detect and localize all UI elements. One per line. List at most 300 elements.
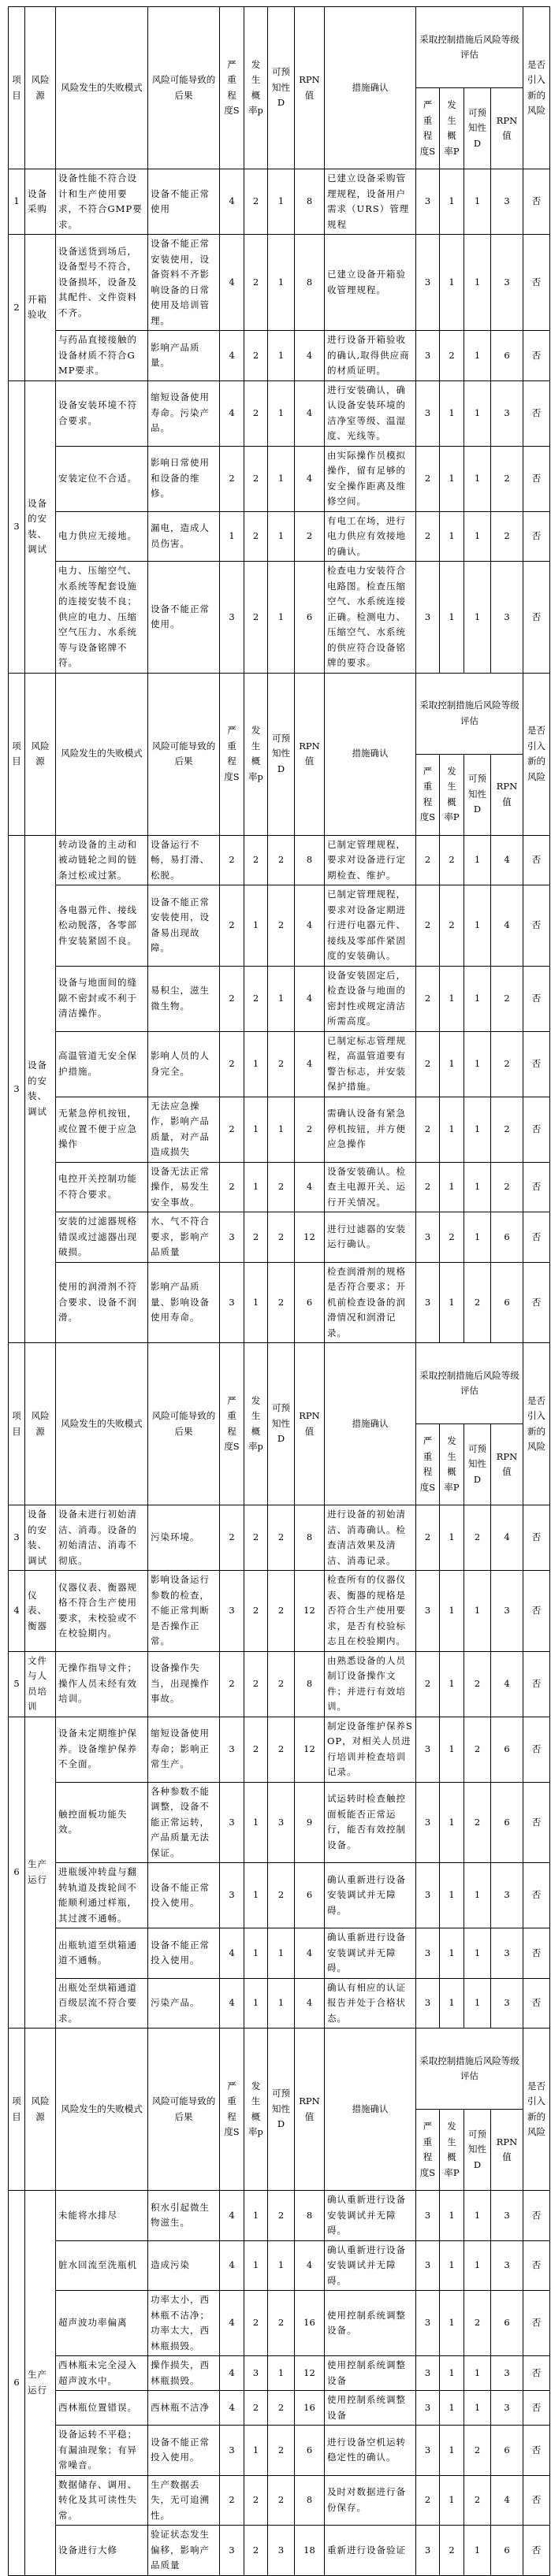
severity: 4 bbox=[220, 2391, 244, 2426]
after-rpn: 6 bbox=[491, 1717, 523, 1782]
header-item: 项目 bbox=[9, 673, 25, 835]
probability: 2 bbox=[244, 966, 268, 1031]
risk-source: 开箱验收 bbox=[25, 235, 56, 381]
failure-mode: 出瓶轨道至烘箱通道不通畅。 bbox=[56, 1928, 148, 1979]
detectability: 2 bbox=[268, 2426, 295, 2476]
failure-mode: 数据储存、调用、转化及其可读性失常。 bbox=[56, 2475, 148, 2526]
severity: 1 bbox=[220, 511, 244, 562]
severity: 2 bbox=[220, 1651, 244, 1717]
table-row bbox=[9, 2391, 550, 2426]
after-severity: 2 bbox=[416, 446, 440, 511]
after-rpn: 6 bbox=[491, 2426, 523, 2476]
rpn: 8 bbox=[295, 2191, 325, 2241]
table-row bbox=[9, 235, 550, 331]
failure-mode: 设备未定期维护保养。设备维护保养不全面。 bbox=[56, 1717, 148, 1782]
failure-mode: 电力、压缩空气、水系统等配套设施的连接安装不良；供应的电力、压缩空气压力、水系统等与设备铭牌不符。 bbox=[56, 562, 148, 674]
new-risk: 否 bbox=[523, 1651, 550, 1717]
probability: 2 bbox=[244, 2291, 268, 2356]
risk-source: 设备的安装、调试 bbox=[25, 835, 56, 1343]
detectability: 2 bbox=[268, 1571, 295, 1652]
failure-mode: 无紧急停机按钮，或位置不便于应急操作 bbox=[56, 1097, 148, 1162]
rpn: 4 bbox=[295, 380, 325, 446]
severity: 2 bbox=[220, 2475, 244, 2526]
header-after-group: 采取控制措施后风险等级评估 bbox=[416, 7, 523, 88]
after-rpn: 4 bbox=[491, 835, 523, 885]
consequence: 设备不能正常投入使用。 bbox=[148, 2426, 220, 2476]
table-row bbox=[9, 1863, 550, 1928]
new-risk: 否 bbox=[523, 380, 550, 446]
header-after-group: 采取控制措施后风险等级评估 bbox=[416, 673, 523, 754]
detectability: 1 bbox=[268, 380, 295, 446]
after-detectability: 1 bbox=[464, 331, 491, 381]
after-detectability: 1 bbox=[464, 835, 491, 885]
after-probability: 1 bbox=[440, 1782, 464, 1863]
risk-source: 设备的安装、调试 bbox=[25, 380, 56, 673]
consequence: 影响设备运行参数的检查，不能正常判断是否操作正常。 bbox=[148, 1571, 220, 1652]
fmea-risk-table bbox=[8, 6, 550, 2576]
consequence: 设备不能正常投入使用。 bbox=[148, 1928, 220, 1979]
table-row bbox=[9, 2356, 550, 2391]
after-rpn: 2 bbox=[491, 966, 523, 1031]
table-row bbox=[9, 1651, 550, 1717]
after-probability: 1 bbox=[440, 2191, 464, 2241]
after-severity: 3 bbox=[416, 562, 440, 674]
after-rpn: 4 bbox=[491, 885, 523, 967]
item-number: 5 bbox=[9, 1651, 25, 1717]
after-severity: 2 bbox=[416, 1162, 440, 1212]
item-number: 3 bbox=[9, 380, 25, 673]
measure: 确认重新进行设备安装调试并无障碍。 bbox=[325, 1928, 416, 1979]
new-risk: 否 bbox=[523, 885, 550, 967]
after-rpn: 2 bbox=[491, 1097, 523, 1162]
severity: 2 bbox=[220, 835, 244, 885]
after-probability: 1 bbox=[440, 966, 464, 1031]
failure-mode: 设备性能不符合设计和生产使用要求，不符合GMP要求。 bbox=[56, 169, 148, 235]
risk-source: 仪表、衡器 bbox=[25, 1571, 56, 1652]
new-risk: 否 bbox=[523, 2356, 550, 2391]
probability: 2 bbox=[244, 1571, 268, 1652]
new-risk: 否 bbox=[523, 1863, 550, 1928]
item-number: 4 bbox=[9, 1571, 25, 1652]
rpn: 9 bbox=[295, 1782, 325, 1863]
after-severity: 3 bbox=[416, 1928, 440, 1979]
probability: 1 bbox=[244, 1262, 268, 1343]
table-row bbox=[9, 1212, 550, 1263]
detectability: 1 bbox=[268, 235, 295, 331]
after-detectability: 1 bbox=[464, 562, 491, 674]
new-risk: 否 bbox=[523, 1505, 550, 1571]
measure: 确认有相应的认证报告并处于合格状态。 bbox=[325, 1978, 416, 2029]
after-rpn: 3 bbox=[491, 2240, 523, 2291]
severity: 4 bbox=[220, 380, 244, 446]
new-risk: 否 bbox=[523, 511, 550, 562]
table-row bbox=[9, 1571, 550, 1652]
table-row bbox=[9, 966, 550, 1031]
after-detectability: 1 bbox=[464, 1097, 491, 1162]
rpn: 2 bbox=[295, 511, 325, 562]
measure: 进行过滤器的安装运行确认。 bbox=[325, 1212, 416, 1263]
header-after-detectability: 可预知性D bbox=[464, 88, 491, 169]
after-probability: 1 bbox=[440, 235, 464, 331]
detectability: 2 bbox=[268, 2391, 295, 2426]
consequence: 影响日常使用和设备的维修。 bbox=[148, 446, 220, 511]
probability: 3 bbox=[244, 2356, 268, 2391]
measure: 使用控制系统调整设备 bbox=[325, 2391, 416, 2426]
header-after-probability: 发生概率P bbox=[440, 1424, 464, 1505]
header-measures: 措施确认 bbox=[325, 673, 416, 835]
new-risk: 否 bbox=[523, 2526, 550, 2576]
severity: 2 bbox=[220, 1097, 244, 1162]
header-after-detectability: 可预知性D bbox=[464, 2110, 491, 2191]
measure: 设备安装确认。检查主电源开关、运行开关情况。 bbox=[325, 1162, 416, 1212]
consequence: 影响人员的人身完全。 bbox=[148, 1031, 220, 1097]
detectability: 1 bbox=[268, 1928, 295, 1979]
probability: 1 bbox=[244, 2191, 268, 2241]
after-rpn: 3 bbox=[491, 2391, 523, 2426]
severity: 3 bbox=[220, 1782, 244, 1863]
after-severity: 3 bbox=[416, 2291, 440, 2356]
header-failure-mode: 风险发生的失败模式 bbox=[56, 673, 148, 835]
after-rpn: 3 bbox=[491, 169, 523, 235]
after-severity: 3 bbox=[416, 2240, 440, 2291]
measure: 已制定管理规程，要求对设备定期进行进行电器元件、接线及零部件紧固度的安装确认。 bbox=[325, 885, 416, 967]
table-row bbox=[9, 1978, 550, 2029]
probability: 1 bbox=[244, 1782, 268, 1863]
probability: 2 bbox=[244, 2526, 268, 2576]
new-risk: 否 bbox=[523, 2291, 550, 2356]
after-probability: 2 bbox=[440, 2526, 464, 2576]
failure-mode: 各电器元件、接线松动脱落，各零部件安装紧固不良。 bbox=[56, 885, 148, 967]
consequence: 影响产品质量、影响设备使用寿命。 bbox=[148, 1262, 220, 1343]
header-after-probability: 发生概率P bbox=[440, 88, 464, 169]
new-risk: 否 bbox=[523, 562, 550, 674]
detectability: 2 bbox=[268, 1651, 295, 1717]
header-consequence: 风险可能导致的后果 bbox=[148, 2029, 220, 2191]
header-after-rpn: RPN值 bbox=[491, 1424, 523, 1505]
severity: 4 bbox=[220, 2240, 244, 2291]
failure-mode: 未能将水排尽 bbox=[56, 2191, 148, 2241]
rpn: 4 bbox=[295, 1031, 325, 1097]
header-row bbox=[9, 7, 550, 88]
header-after-severity: 严重程度S bbox=[416, 1424, 440, 1505]
after-probability: 2 bbox=[440, 885, 464, 967]
table-row bbox=[9, 2291, 550, 2356]
new-risk: 否 bbox=[523, 2191, 550, 2241]
severity: 3 bbox=[220, 1717, 244, 1782]
risk-source: 生产运行 bbox=[25, 1717, 56, 2029]
after-severity: 3 bbox=[416, 1978, 440, 2029]
header-after-severity: 严重程度S bbox=[416, 88, 440, 169]
consequence: 西林瓶不洁净 bbox=[148, 2391, 220, 2426]
table-row bbox=[9, 835, 550, 885]
header-after-rpn: RPN值 bbox=[491, 754, 523, 835]
table-row bbox=[9, 2240, 550, 2291]
after-severity: 2 bbox=[416, 1505, 440, 1571]
after-detectability: 1 bbox=[464, 1212, 491, 1263]
after-rpn: 2 bbox=[491, 1031, 523, 1097]
after-probability: 1 bbox=[440, 169, 464, 235]
after-severity: 3 bbox=[416, 1717, 440, 1782]
rpn: 8 bbox=[295, 835, 325, 885]
header-severity: 严重程度S bbox=[220, 7, 244, 169]
measure: 由熟悉设备的人员制订设备操作文件；并进行有效培训。 bbox=[325, 1651, 416, 1717]
new-risk: 否 bbox=[523, 1782, 550, 1863]
after-severity: 2 bbox=[416, 1031, 440, 1097]
new-risk: 否 bbox=[523, 1097, 550, 1162]
after-severity: 3 bbox=[416, 2391, 440, 2426]
risk-source: 文件与人员培训 bbox=[25, 1651, 56, 1717]
after-detectability: 2 bbox=[464, 1782, 491, 1863]
after-detectability: 2 bbox=[464, 2475, 491, 2526]
failure-mode: 进瓶缓冲转盘与翻转轨道及拨轮间不能顺利通过样瓶，其过渡不通畅。 bbox=[56, 1863, 148, 1928]
probability: 2 bbox=[244, 2391, 268, 2426]
after-probability: 1 bbox=[440, 1717, 464, 1782]
new-risk: 否 bbox=[523, 331, 550, 381]
new-risk: 否 bbox=[523, 1571, 550, 1652]
after-probability: 1 bbox=[440, 2356, 464, 2391]
item-number: 2 bbox=[9, 235, 25, 381]
detectability: 1 bbox=[268, 562, 295, 674]
measure: 确认重新进行设备安装调试并无障碍。 bbox=[325, 2240, 416, 2291]
new-risk: 否 bbox=[523, 1031, 550, 1097]
header-rpn: RPN值 bbox=[295, 7, 325, 169]
after-detectability: 2 bbox=[464, 1651, 491, 1717]
measure: 已建立设备采购管理规程，设备用户需求（URS）管理规程 bbox=[325, 169, 416, 235]
detectability: 3 bbox=[268, 2526, 295, 2576]
after-detectability: 1 bbox=[464, 511, 491, 562]
detectability: 2 bbox=[268, 1505, 295, 1571]
measure: 设备安装固定后，检查设备与地面的密封性或规定清洁所需高度。 bbox=[325, 966, 416, 1031]
after-rpn: 6 bbox=[491, 1782, 523, 1863]
header-new-risk: 是否引入新的风险 bbox=[523, 7, 550, 169]
header-after-detectability: 可预知性D bbox=[464, 754, 491, 835]
detectability: 2 bbox=[268, 885, 295, 967]
new-risk: 否 bbox=[523, 2391, 550, 2426]
header-measures: 措施确认 bbox=[325, 1343, 416, 1505]
severity: 3 bbox=[220, 1863, 244, 1928]
consequence: 设备不能正常使用 bbox=[148, 169, 220, 235]
after-probability: 1 bbox=[440, 1262, 464, 1343]
severity: 4 bbox=[220, 169, 244, 235]
risk-source: 设备采购 bbox=[25, 169, 56, 235]
header-rpn: RPN值 bbox=[295, 673, 325, 835]
severity: 3 bbox=[220, 2426, 244, 2476]
header-severity: 严重程度S bbox=[220, 1343, 244, 1505]
after-severity: 3 bbox=[416, 2426, 440, 2476]
measure: 需确认设备有紧急停机按钮，并方便应急操作 bbox=[325, 1097, 416, 1162]
measure: 有电工在场，进行电力供应有效接地的确认。 bbox=[325, 511, 416, 562]
consequence: 易积尘，滋生微生物。 bbox=[148, 966, 220, 1031]
table-row bbox=[9, 1097, 550, 1162]
header-detectability: 可预知性D bbox=[268, 673, 295, 835]
failure-mode: 转动设备的主动和被动链轮之间的链条过松或过紧。 bbox=[56, 835, 148, 885]
measure: 已制定管理规程，要求对设备进行定期检查、维护。 bbox=[325, 835, 416, 885]
after-detectability: 1 bbox=[464, 1571, 491, 1652]
consequence: 污染产品。 bbox=[148, 1978, 220, 2029]
failure-mode: 与药品直接接触的设备材质不符合GMP要求。 bbox=[56, 331, 148, 381]
table-row bbox=[9, 885, 550, 967]
table-row bbox=[9, 2191, 550, 2241]
rpn: 8 bbox=[295, 235, 325, 331]
item-number: 6 bbox=[9, 2191, 25, 2576]
after-rpn: 2 bbox=[491, 446, 523, 511]
after-rpn: 4 bbox=[491, 1505, 523, 1571]
failure-mode: 高温管道无安全保护措施。 bbox=[56, 1031, 148, 1097]
failure-mode: 出瓶处至烘箱通道百级层流不符合要求。 bbox=[56, 1978, 148, 2029]
header-after-probability: 发生概率P bbox=[440, 754, 464, 835]
header-source: 风险源 bbox=[25, 673, 56, 835]
risk-source: 设备的安装、调试 bbox=[25, 1505, 56, 1571]
after-probability: 2 bbox=[440, 331, 464, 381]
after-severity: 2 bbox=[416, 885, 440, 967]
after-severity: 3 bbox=[416, 331, 440, 381]
item-number: 6 bbox=[9, 1717, 25, 2029]
probability: 2 bbox=[244, 446, 268, 511]
severity: 4 bbox=[220, 2356, 244, 2391]
rpn: 18 bbox=[295, 2526, 325, 2576]
measure: 制定设备维护保养SOP，对相关人员进行培训并检查培训记录。 bbox=[325, 1717, 416, 1782]
detectability: 2 bbox=[268, 1031, 295, 1097]
header-row bbox=[9, 673, 550, 754]
severity: 3 bbox=[220, 562, 244, 674]
header-item: 项目 bbox=[9, 2029, 25, 2191]
detectability: 1 bbox=[268, 2356, 295, 2391]
after-probability: 1 bbox=[440, 1031, 464, 1097]
after-detectability: 2 bbox=[464, 2426, 491, 2476]
consequence: 缩短设备使用寿命；影响正常生产。 bbox=[148, 1717, 220, 1782]
probability: 1 bbox=[244, 1978, 268, 2029]
item-number: 1 bbox=[9, 169, 25, 235]
after-rpn: 3 bbox=[491, 2191, 523, 2241]
rpn: 12 bbox=[295, 1212, 325, 1263]
after-rpn: 3 bbox=[491, 1978, 523, 2029]
rpn: 12 bbox=[295, 2356, 325, 2391]
rpn: 4 bbox=[295, 2240, 325, 2291]
header-probability: 发生概率p bbox=[244, 1343, 268, 1505]
new-risk: 否 bbox=[523, 1262, 550, 1343]
probability: 2 bbox=[244, 1212, 268, 1263]
measure: 确认重新进行设备安装调试并无障碍。 bbox=[325, 2191, 416, 2241]
probability: 1 bbox=[244, 2240, 268, 2291]
new-risk: 否 bbox=[523, 966, 550, 1031]
measure: 使用控制系统调整设备 bbox=[325, 2356, 416, 2391]
probability: 2 bbox=[244, 380, 268, 446]
after-severity: 2 bbox=[416, 835, 440, 885]
after-probability: 1 bbox=[440, 1928, 464, 1979]
header-detectability: 可预知性D bbox=[268, 7, 295, 169]
severity: 4 bbox=[220, 331, 244, 381]
header-new-risk: 是否引入新的风险 bbox=[523, 673, 550, 835]
header-failure-mode: 风险发生的失败模式 bbox=[56, 1343, 148, 1505]
rpn: 6 bbox=[295, 562, 325, 674]
after-severity: 3 bbox=[416, 1262, 440, 1343]
table-row bbox=[9, 562, 550, 674]
consequence: 污染环境。 bbox=[148, 1505, 220, 1571]
probability: 2 bbox=[244, 331, 268, 381]
severity: 4 bbox=[220, 235, 244, 331]
failure-mode: 西林瓶未完全浸入超声波水中。 bbox=[56, 2356, 148, 2391]
detectability: 1 bbox=[268, 2240, 295, 2291]
failure-mode: 电控开关控制功能不符合要求。 bbox=[56, 1162, 148, 1212]
consequence: 设备不能正常安装使用，设备易出现故障。 bbox=[148, 885, 220, 967]
table-row bbox=[9, 331, 550, 381]
new-risk: 否 bbox=[523, 1162, 550, 1212]
consequence: 积水引起微生物滋生。 bbox=[148, 2191, 220, 2241]
header-after-rpn: RPN值 bbox=[491, 2110, 523, 2191]
probability: 2 bbox=[244, 562, 268, 674]
risk-source: 生产运行 bbox=[25, 2191, 56, 2576]
rpn: 4 bbox=[295, 966, 325, 1031]
after-probability: 1 bbox=[440, 380, 464, 446]
rpn: 6 bbox=[295, 2426, 325, 2476]
rpn: 8 bbox=[295, 2475, 325, 2526]
after-detectability: 1 bbox=[464, 1978, 491, 2029]
severity: 2 bbox=[220, 1505, 244, 1571]
failure-mode: 设备运转不平稳；有漏油现象；有异常噪音。 bbox=[56, 2426, 148, 2476]
after-probability: 1 bbox=[440, 1097, 464, 1162]
after-detectability: 1 bbox=[464, 2356, 491, 2391]
after-probability: 1 bbox=[440, 2391, 464, 2426]
after-detectability: 1 bbox=[464, 235, 491, 331]
detectability: 2 bbox=[268, 1262, 295, 1343]
header-row bbox=[9, 2029, 550, 2110]
header-item: 项目 bbox=[9, 7, 25, 169]
after-detectability: 1 bbox=[464, 2240, 491, 2291]
after-probability: 1 bbox=[440, 1505, 464, 1571]
header-new-risk: 是否引入新的风险 bbox=[523, 2029, 550, 2191]
consequence: 生产数据丢失，无可追溯性。 bbox=[148, 2475, 220, 2526]
new-risk: 否 bbox=[523, 1212, 550, 1263]
failure-mode: 设备进行大修 bbox=[56, 2526, 148, 2576]
after-probability: 1 bbox=[440, 2291, 464, 2356]
header-measures: 措施确认 bbox=[325, 2029, 416, 2191]
table-row bbox=[9, 1782, 550, 1863]
header-consequence: 风险可能导致的后果 bbox=[148, 673, 220, 835]
failure-mode: 仪器仪表、衡器规格不符合生产使用要求，未校验或不在校验期内。 bbox=[56, 1571, 148, 1652]
after-severity: 2 bbox=[416, 2475, 440, 2526]
consequence: 无法应急操作，影响产品质量，对产品造成损失 bbox=[148, 1097, 220, 1162]
header-after-rpn: RPN值 bbox=[491, 88, 523, 169]
header-after-group: 采取控制措施后风险等级评估 bbox=[416, 2029, 523, 2110]
after-severity: 3 bbox=[416, 2526, 440, 2576]
header-source: 风险源 bbox=[25, 1343, 56, 1505]
consequence: 功率太小，西林瓶不洁净；功率太大，西林瓶损毁。 bbox=[148, 2291, 220, 2356]
consequence: 水、气不符合要求，影响产品质量 bbox=[148, 1212, 220, 1263]
detectability: 1 bbox=[268, 1978, 295, 2029]
after-detectability: 2 bbox=[464, 1717, 491, 1782]
after-rpn: 3 bbox=[491, 562, 523, 674]
detectability: 1 bbox=[268, 1097, 295, 1162]
after-rpn: 6 bbox=[491, 2526, 523, 2576]
measure: 确认重新进行设备安装调试并无障碍。 bbox=[325, 1863, 416, 1928]
after-probability: 1 bbox=[440, 511, 464, 562]
after-probability: 1 bbox=[440, 2475, 464, 2526]
detectability: 2 bbox=[268, 1162, 295, 1212]
detectability: 1 bbox=[268, 331, 295, 381]
failure-mode: 设备安装环境不符合要求。 bbox=[56, 380, 148, 446]
severity: 3 bbox=[220, 1571, 244, 1652]
rpn: 8 bbox=[295, 169, 325, 235]
probability: 2 bbox=[244, 1651, 268, 1717]
consequence: 验证状态发生偏移，影响产品质量 bbox=[148, 2526, 220, 2576]
rpn: 4 bbox=[295, 331, 325, 381]
header-after-detectability: 可预知性D bbox=[464, 1424, 491, 1505]
measure: 检查电力安装符合电路图。检查压缩空气、水系统连接正确。检测电力、压缩空气、水系统的供应符合设备铭牌的要求。 bbox=[325, 562, 416, 674]
new-risk: 否 bbox=[523, 835, 550, 885]
after-severity: 2 bbox=[416, 966, 440, 1031]
measure: 使用控制系统调整设备。 bbox=[325, 2291, 416, 2356]
after-severity: 3 bbox=[416, 1212, 440, 1263]
